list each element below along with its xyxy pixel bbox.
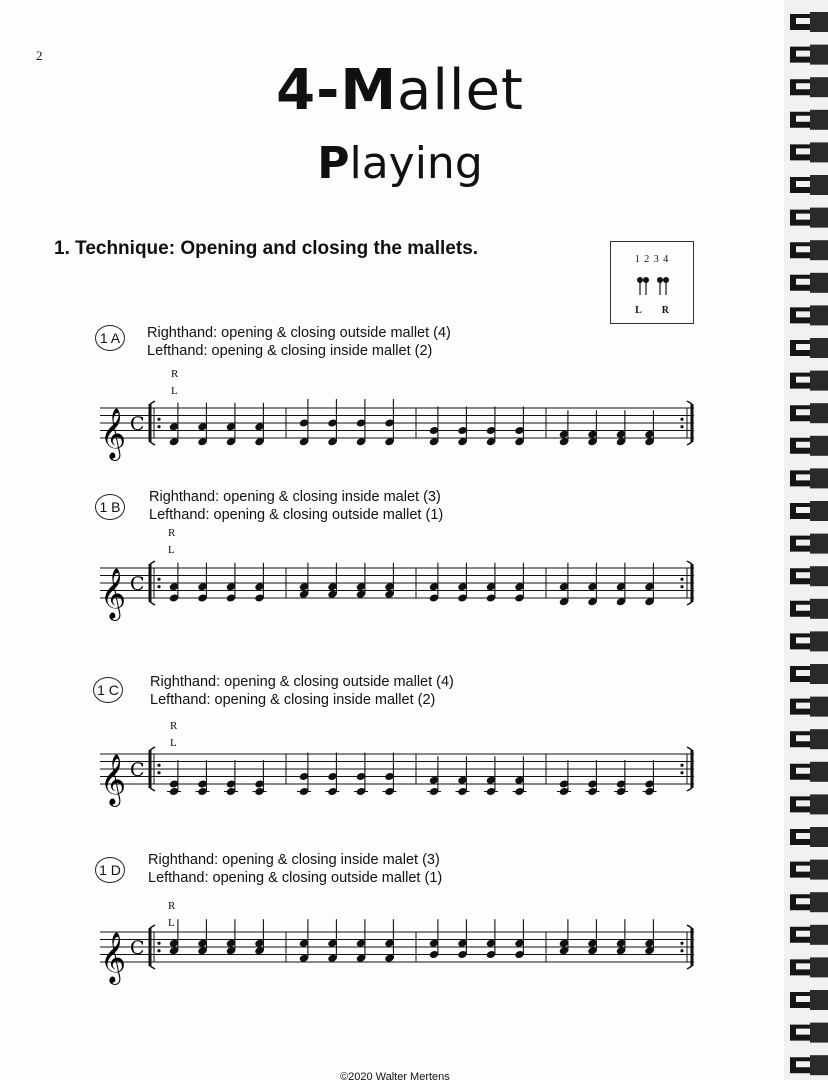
binding-coil [810,110,828,130]
repeat-dot [680,425,683,428]
spiral-binding [784,0,828,1080]
binding-coil [810,860,828,880]
righthand-instruction: Righthand: opening & closing inside malet (3) [148,852,440,868]
binding-coil [810,957,828,977]
mallet-hands: L R [635,305,669,316]
page-title-line2 [0,138,800,189]
title-initial-1: 4-M [276,58,398,123]
exercise-instructions [148,851,442,887]
title-rest-1: allet [397,58,524,123]
exercise-badge: 1 B [95,494,125,520]
exercise-badge: 1 D [95,857,125,883]
music-staff [98,392,698,462]
exercise-instructions [147,324,451,360]
music-staff [98,916,698,986]
treble-clef: 𝄞 [100,568,127,619]
copyright: ©2020 Walter Mertens [340,1071,450,1083]
page-number: 2 [36,48,43,63]
binding-coil [810,925,828,945]
binding-coil [810,77,828,97]
binding-coil [810,468,828,488]
binding-coil [810,892,828,912]
repeat-dot [680,585,683,588]
righthand-instruction: Righthand: opening & closing outside mallet (4) [147,325,451,341]
binding-coil [810,371,828,391]
repeat-dot [157,771,160,774]
binding-coil [810,142,828,162]
binding-coil [810,827,828,847]
righthand-instruction: Righthand: opening & closing outside mallet (4) [150,674,454,690]
binding-coil [810,45,828,65]
lefthand-instruction: Lefthand: opening & closing outside mallet (1) [149,507,444,523]
binding-coil [810,664,828,684]
treble-clef: 𝄞 [100,408,127,459]
music-staff [98,552,698,622]
left-hand-marker: L [168,917,175,929]
repeat-dot [680,418,683,421]
binding-coil [810,208,828,228]
time-signature: C [130,937,145,959]
mallet-diagram [610,241,694,324]
left-hand-marker: L [171,385,178,397]
time-signature: C [130,759,145,781]
binding-coil [810,1023,828,1043]
exercise-instructions [150,673,454,709]
repeat-dot [680,578,683,581]
lefthand-instruction: Lefthand: opening & closing outside mallet (1) [148,870,443,886]
binding-coil [810,729,828,749]
exercise-instructions [149,488,443,524]
righthand-instruction: Righthand: opening & closing inside malet (3) [149,489,441,505]
binding-coil [810,436,828,456]
title-initial-2: P [317,138,350,189]
binding-coil [810,273,828,293]
music-staff [98,738,698,808]
binding-coil [810,175,828,195]
binding-coil [810,631,828,651]
time-signature: C [130,573,145,595]
binding-coil [810,762,828,782]
right-hand-marker: R [168,527,176,539]
repeat-dot [157,418,160,421]
repeat-dot [680,764,683,767]
binding-coil [810,1055,828,1075]
right-hand-marker: R [168,900,176,912]
exercise-badge: 1 A [95,325,125,351]
binding-coil [810,534,828,554]
repeat-dot [680,942,683,945]
binding-coil [810,403,828,423]
repeat-dot [680,771,683,774]
repeat-dot [680,949,683,952]
binding-coil [810,566,828,586]
mallets-icon [611,275,695,305]
treble-clef: 𝄞 [100,932,127,983]
page-title-line1 [0,58,800,123]
repeat-dot [157,942,160,945]
left-hand-marker: L [168,544,175,556]
binding-coil [810,794,828,814]
lefthand-instruction: Lefthand: opening & closing inside mallet (2) [150,692,436,708]
binding-coil [810,338,828,358]
binding-coil [810,12,828,32]
binding-coil [810,240,828,260]
binding-coil [810,599,828,619]
repeat-dot [157,949,160,952]
repeat-dot [157,585,160,588]
section-heading: 1. Technique: Opening and closing the mallets. [54,238,479,259]
left-hand-marker: L [170,737,177,749]
binding-coil [810,305,828,325]
repeat-dot [157,578,160,581]
binding-coil [810,697,828,717]
binding-coil [810,990,828,1010]
binding-coil [810,501,828,521]
repeat-dot [157,425,160,428]
title-rest-2: laying [349,138,483,189]
mallet-numbers: 1 2 3 4 [634,254,670,265]
lefthand-instruction: Lefthand: opening & closing inside mallet (2) [147,343,433,359]
exercise-badge: 1 C [93,677,123,703]
time-signature: C [130,413,145,435]
treble-clef: 𝄞 [100,754,127,805]
right-hand-marker: R [171,368,179,380]
right-hand-marker: R [170,720,178,732]
repeat-dot [157,764,160,767]
